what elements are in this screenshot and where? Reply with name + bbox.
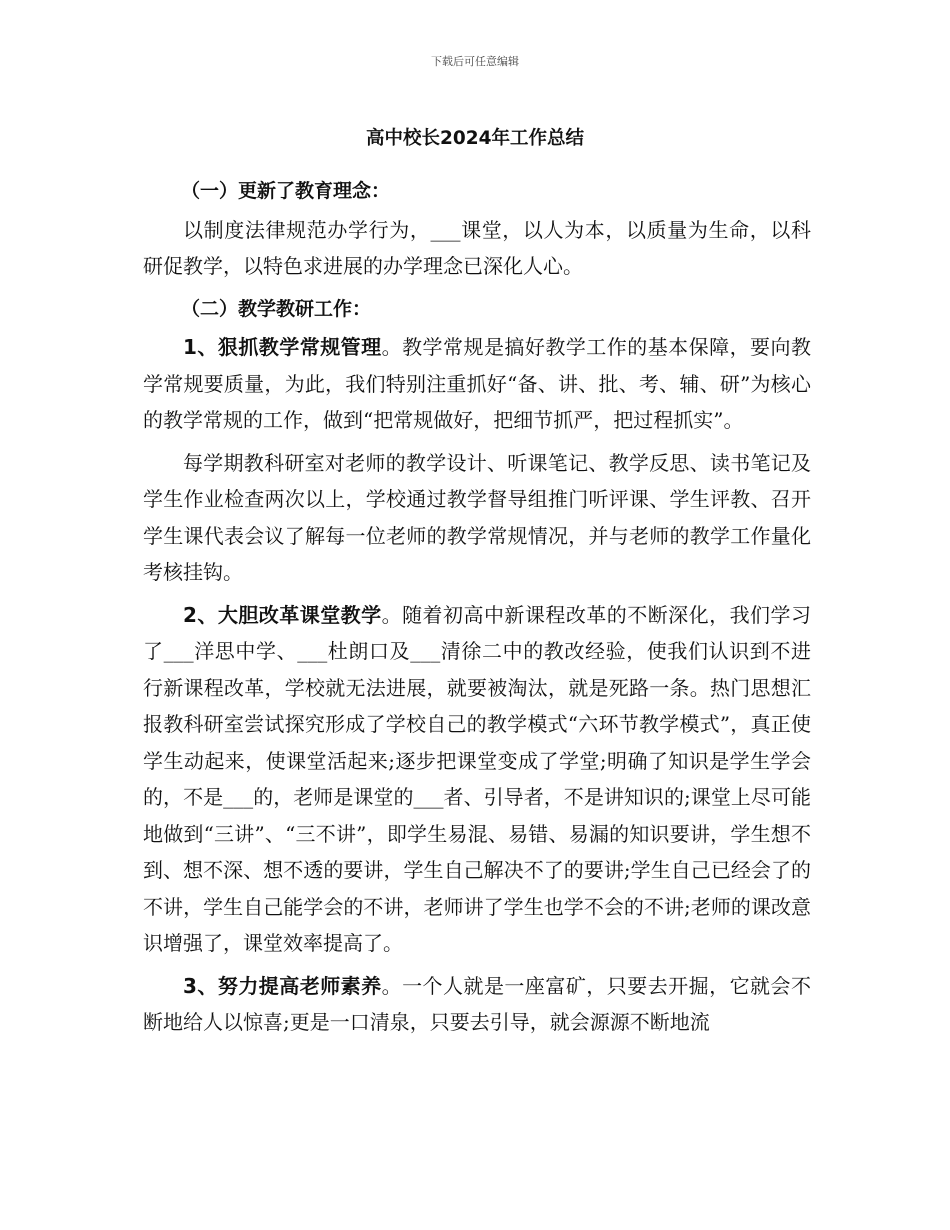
item-3-paragraph (143, 968, 811, 1041)
section-2-heading: （二）教学教研工作： (181, 297, 372, 320)
document-body (143, 171, 811, 1041)
item-2-text: 。随着初高中新课程改革的不断深化，我们学习了___洋思中学、___杜朗口及___清徐二中的教改经验，使我们认识到不进行新课程改革，学校就无法进展，就要被淘汰，就是死路一条。热门思想汇报教科研室尝试探究形成了学校自己的教学模式“六环节教学模式”，真正使学生动起来，使课堂活起来;逐步把课堂变成了学堂;明确了知识是学生学会的，不是___的，老师是课堂的___者、引导者，不是讲知识的;课堂上尽可能地做到“三讲”、“三不讲”，即学生易混、易错、易漏的知识要讲，学生想不到、想不深、想不透的要讲，学生自己解决不了的要讲;学生自己已经会了的不讲，学生自己能学会的不讲，老师讲了学生也学不会的不讲;老师的课改意识增强了，课堂效率提高了。 (143, 602, 811, 955)
item-1-paragraph-2: 每学期教科研室对老师的教学设计、听课笔记、教学反思、读书笔记及学生作业检查两次以上，学校通过教学督导组推门听评课、学生评教、召开学生课代表会议了解每一位老师的教学常规情况，并与老师的教学工作量化考核挂钩。 (143, 450, 811, 584)
item-3-text: 。一个人就是一座富矿，只要去开掘，它就会不断地给人以惊喜;更是一口清泉，只要去引导，就会源源不断地流 (143, 973, 811, 1034)
section-1-heading: （一）更新了教育理念： (181, 180, 391, 202)
item-1-text: 。教学常规是搞好教学工作的基本保障，要向教学常规要质量，为此，我们特别注重抓好“备、讲、批、考、辅、研”为核心的教学常规的工作，做到“把常规做好，把细节抓严，把过程抓实”。 (143, 335, 811, 432)
item-1-lead: 1、狠抓教学常规管理 (183, 335, 382, 359)
section-1-paragraph: 以制度法律规范办学行为，___课堂，以人为本，以质量为生命，以科研促教学，以特色求进展的办学理念已深化人心。 (143, 217, 811, 278)
item-2-paragraph (143, 597, 811, 962)
item-1-paragraph (143, 329, 811, 439)
item-3-lead: 3、努力提高老师素养 (183, 973, 382, 998)
document-title: 高中校长2024年工作总结 (366, 128, 584, 149)
item-2-lead: 2、大胆改革课堂教学 (183, 602, 382, 627)
header-note: 下载后可任意编辑 (431, 55, 519, 68)
